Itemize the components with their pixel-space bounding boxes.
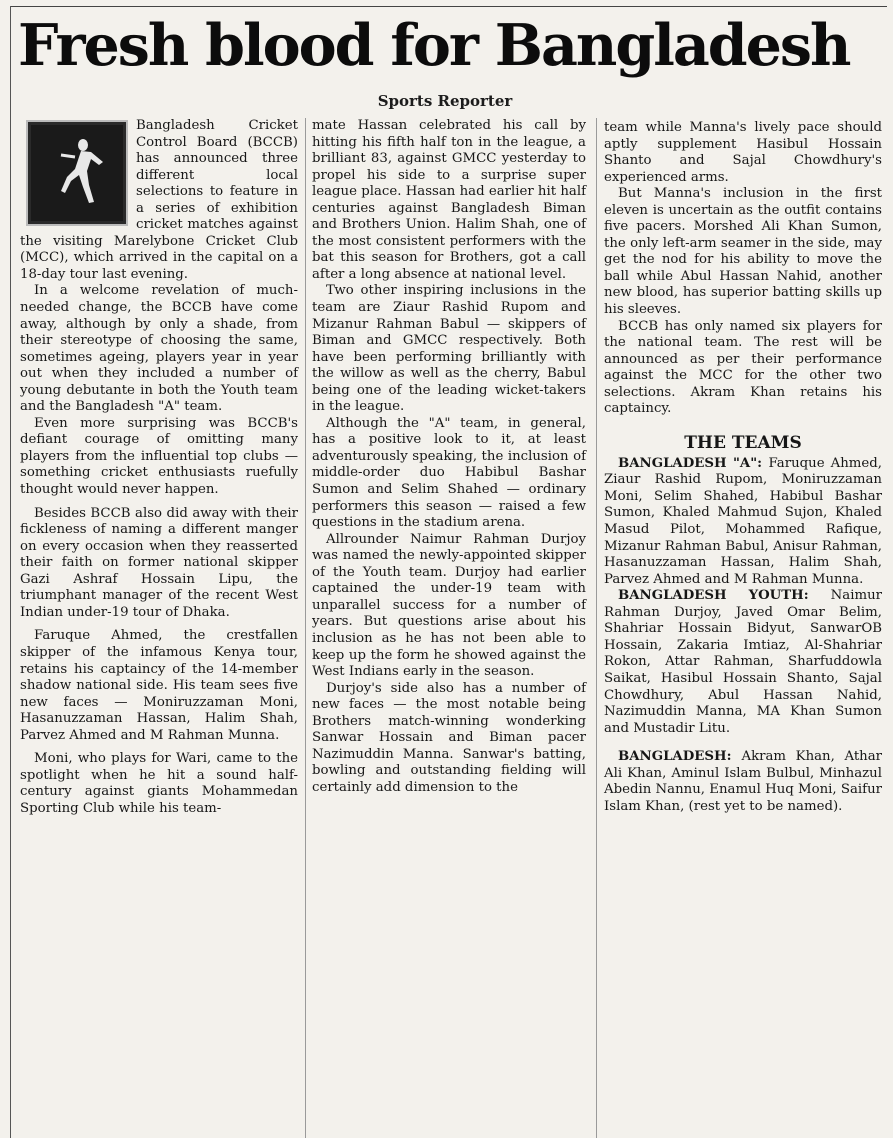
column-3: [604, 120, 882, 815]
team-national-label: BANGLADESH:: [618, 749, 742, 765]
paragraph: Allrounder Naimur Rahman Durjoy was named the newly-appointed skipper of the Youth team. Durjoy had earlier captained the under-19 team with unparallel success for a number of years. But questions arise about his inclusion as he has not been able to keep up the form he showed against the West Indians early in the season.: [312, 531, 586, 680]
headline: Fresh blood for Bangladesh: [18, 12, 850, 79]
paragraph: team while Manna's lively pace should aptly supplement Hasibul Hossain Shanto and Sajal Chowdhury's experienced arms.: [604, 120, 882, 185]
team-youth-label: BANGLADESH YOUTH:: [618, 588, 831, 604]
column-divider: [596, 118, 597, 1138]
team-a-block: [604, 456, 882, 588]
paragraph: Faruque Ahmed, the crestfallen skipper of the infamous Kenya tour, retains his captaincy of the 14-member shadow national side. His team sees five new faces — Moniruzzaman Moni, Hasanuzzaman Hassan, Halim Shah, Parvez Ahmed and M Rahman Munna.: [20, 628, 298, 743]
paragraph: Even more surprising was BCCB's defiant courage of omitting many players from the influential top clubs — something cricket enthusiasts ruefully thought would never happen.: [20, 415, 298, 498]
team-youth-players: Naimur Rahman Durjoy, Javed Omar Belim, Shahriar Hossain Bidyut, SanwarOB Hossain, Zakaria Imtiaz, Al-Shahriar Rokon, Attar Rahman, Sharfuddowla Saikat, Hasibul Hossain Shanto, Sajal Chowdhury, Abul Hassan Nahid, Nazimuddin Manna, MA Khan Sumon and Mustadir Litu.: [604, 588, 882, 736]
team-youth-block: [604, 588, 882, 737]
paragraph: BCCB has only named six players for the national team. The rest will be announced as per their performance against the MCC for the other two selections. Akram Khan retains his captaincy.: [604, 318, 882, 417]
column-1: [20, 118, 298, 817]
cricketer-silhouette-icon: [31, 125, 123, 221]
left-rule: [10, 6, 11, 1138]
paragraph: Besides BCCB also did away with their fickleness of naming a different manger on every occasion when they reasserted their faith on former national skipper Gazi Ashraf Hossain Lipu, the triumphant manager of the recent West Indian under-19 tour of Dhaka.: [20, 505, 298, 620]
paragraph: Two other inspiring inclusions in the team are Ziaur Rashid Rupom and Mizanur Rahman Babul — skippers of Biman and GMCC respectively. Both have been performing brilliantly with the willow as well as the cherry, Babul being one of the leading wicket-takers in the league.: [312, 283, 586, 415]
paragraph: Bangladesh Cricket Control Board (BCCB) has announced three different local selections to feature in a series of exhibition cricket matches against the visiting Marelybone Cricket Club (MCC), which arrived in the capital on a 18-day tour last evening.: [20, 118, 298, 282]
paragraph: In a welcome revelation of much-needed change, the BCCB have come away, although by only a shade, from their stereotype of choosing the same, sometimes ageing, players year in year out when they included a number of young debutante in both the Youth team and the Bangladesh "A" team.: [20, 283, 298, 415]
byline: Sports Reporter: [377, 92, 513, 110]
team-a-label: BANGLADESH "A":: [618, 455, 769, 471]
team-a-players: Faruque Ahmed, Ziaur Rashid Rupom, Moniruzzaman Moni, Selim Shahed, Habibul Bashar Sumon, Khaled Mahmud Sujon, Khaled Masud Pilot, Mohammed Rafique, Mizanur Rahman Babul, Anisur Rahman, Hasanuzzaman Hassan, Halim Shah, Parvez Ahmed and M Rahman Munna.: [604, 455, 882, 587]
team-national-players: Akram Khan, Athar Ali Khan, Aminul Islam Bulbul, Minhazul Abedin Nannu, Enamul Huq Moni, Saifur Islam Khan, (rest yet to be named).: [604, 749, 883, 814]
paragraph: But Manna's inclusion in the first eleven is uncertain as the outfit contains five pacers. Morshed Ali Khan Sumon, the only left-arm seamer in the side, may get the nod for his ability to move the ball while Abul Hassan Nahid, another new blood, has superior batting skills up his sleeves.: [604, 186, 882, 318]
column-divider: [305, 118, 306, 1138]
paragraph: Although the "A" team, in general, has a positive look to it, at least adventurously speaking, the inclusion of middle-order duo Habibul Bashar Sumon and Selim Shahed — ordinary performers this season — raised a few questions in the stadium arena.: [312, 415, 586, 531]
column-2: [312, 118, 586, 796]
cricketer-photo: [28, 122, 126, 224]
team-national-block: [604, 749, 882, 815]
teams-heading: THE TEAMS: [684, 432, 802, 453]
paragraph: Moni, who plays for Wari, came to the spotlight when he hit a sound half-century against giants Mohammedan Sporting Club while his team-: [20, 751, 298, 816]
paragraph: mate Hassan celebrated his call by hitting his fifth half ton in the league, a brilliant 83, against GMCC yesterday to propel his side to a surprise super league place. Hassan had earlier hit half centuries against Bangladesh Biman and Brothers Union. Halim Shah, one of the most consistent performers with the bat this season for Brothers, got a call after a long absence at national level.: [312, 118, 586, 282]
paragraph: Durjoy's side also has a number of new faces — the most notable being Brothers match-winning wonderking Sanwar Hossain and Biman pacer Nazimuddin Manna. Sanwar's batting, bowling and outstanding fielding will certainly add dimension to the: [312, 680, 586, 795]
top-rule: [10, 6, 887, 7]
